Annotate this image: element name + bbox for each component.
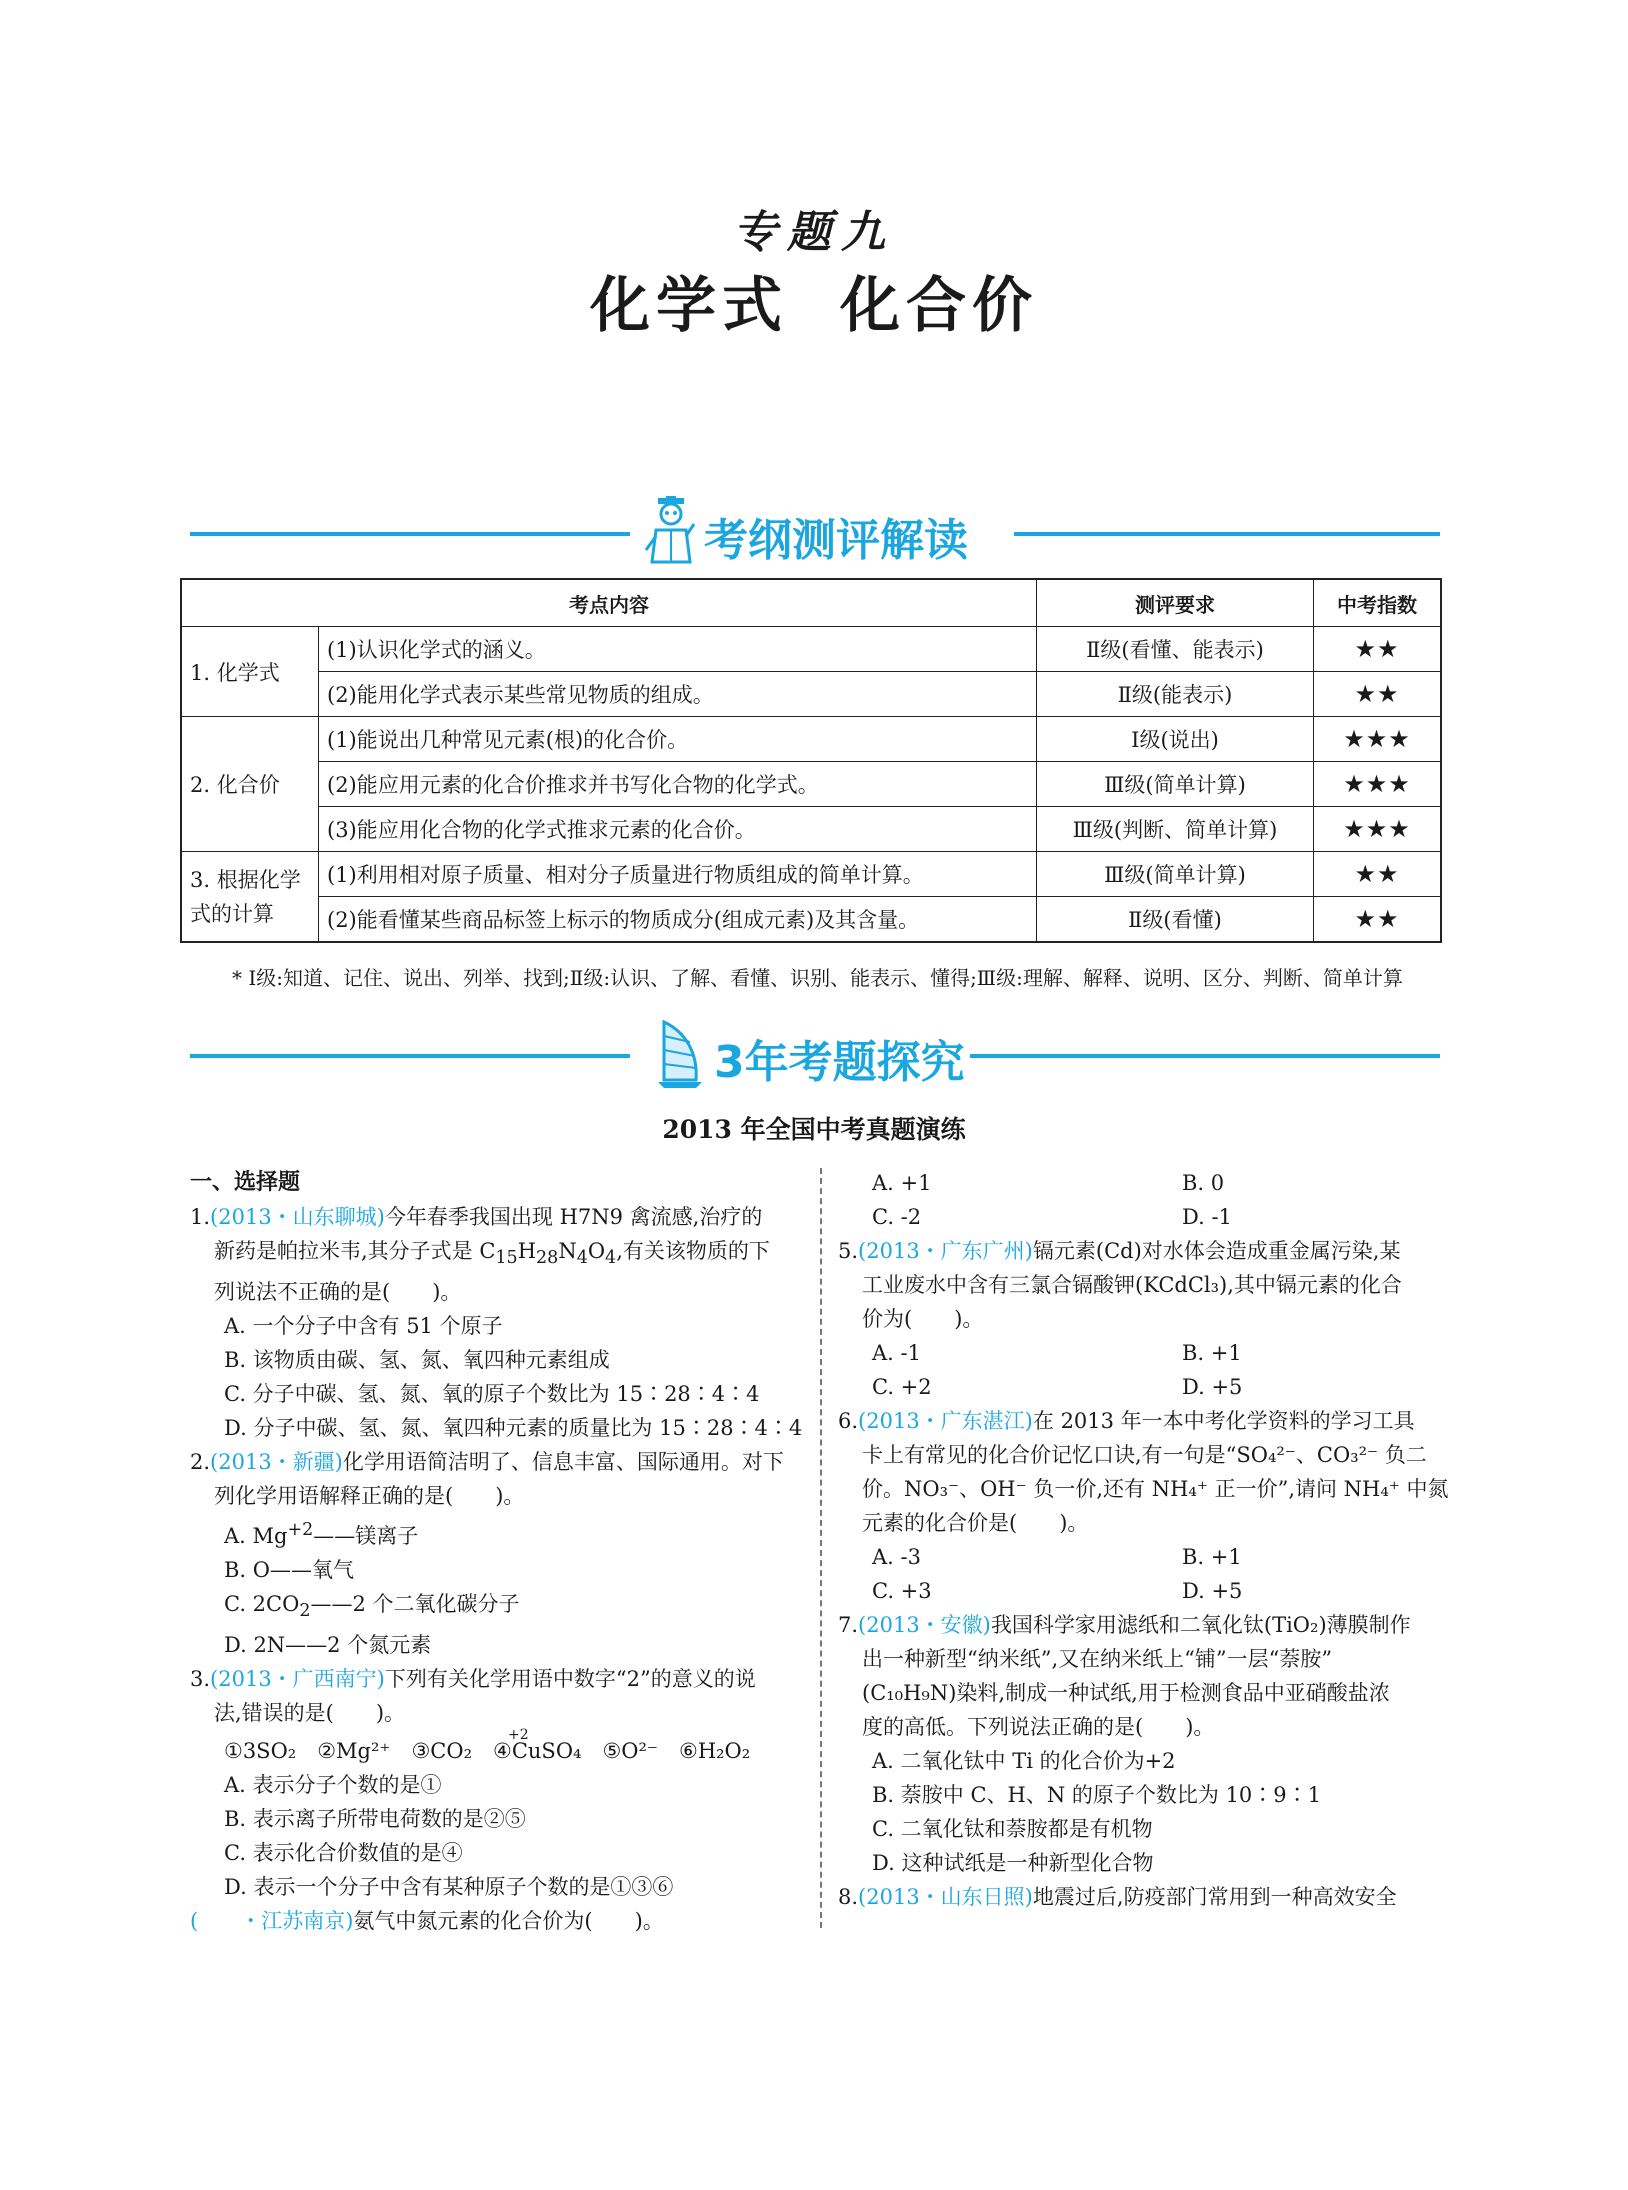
question-source: (2013・广东湛江) [858,1409,1033,1433]
question-3 [190,1662,810,1696]
question-text: 下列有关化学用语中数字“2”的意义的说 [384,1667,756,1692]
group-name: 2. 化合价 [181,717,319,852]
question-text: 工业废水中含有三氯合镉酸钾(KCdCl₃),其中镉元素的化合 [862,1273,1402,1297]
point-content: (2)能看懂某些商品标签上标示的物质成分(组成元素)及其含量。 [319,897,1037,943]
question-5 [838,1234,1458,1268]
formula-part: 新药是帕拉米韦,其分子式是 C [214,1239,496,1263]
question-source: (2013・山东聊城) [210,1205,385,1229]
question-number: 2. [190,1450,211,1475]
point-requirement: Ⅲ级(简单计算) [1037,852,1314,897]
question-text: 在 2013 年一本中考化学资料的学习工具 [1032,1409,1415,1433]
superscript: +2 [287,1520,314,1541]
question-source: (2013・广西南宁) [210,1667,385,1692]
option-row [838,1370,1458,1404]
question-number: 8. [838,1885,859,1909]
subscript: 4 [605,1248,617,1269]
header-requirement: 测评要求 [1037,579,1314,627]
question-text: 地震过后,防疫部门常用到一种高效安全 [1032,1885,1397,1909]
point-stars: ★★ [1314,852,1442,897]
question-text: 氨气中氮元素的化合价为( )。 [353,1909,664,1934]
point-content: (1)认识化学式的涵义。 [319,627,1037,672]
option-row [838,1166,1458,1200]
option-a: A. -3 [872,1545,921,1569]
banner-line-right [970,1054,1440,1058]
title-right: 化合价 [840,271,1038,341]
question-number: 6. [838,1409,859,1433]
question-text: 我国科学家用滤纸和二氧化钛(TiO₂)薄膜制作 [990,1613,1411,1637]
banner-line-right [1014,532,1440,536]
question-text: 价为( )。 [862,1307,984,1331]
table-row [181,897,1441,943]
option-a: A. 一个分子中含有 51 个原子 [224,1314,503,1339]
option-b: B. 该物质由碳、氢、氮、氧四种元素组成 [224,1348,610,1373]
group-name: 1. 化学式 [181,627,319,717]
table-row [181,807,1441,852]
option-b: B. +1 [1182,1341,1242,1365]
section-title: 一、选择题 [190,1170,301,1195]
formula-part: ,有关该物质的下 [616,1239,770,1263]
option-c [190,1587,810,1628]
question-4 [190,1904,810,1938]
point-requirement: Ⅲ级(简单计算) [1037,762,1314,807]
table-row [181,627,1441,672]
formula-part: O [587,1239,606,1263]
point-content: (2)能应用元素的化合价推求并书写化合物的化学式。 [319,762,1037,807]
point-stars: ★★★ [1314,807,1442,852]
option-b: B. 0 [1182,1171,1225,1195]
title-left: 化学式 [590,271,788,341]
column-divider [820,1168,822,1928]
option-row [838,1540,1458,1574]
option-d: D. 分子中碳、氢、氮、氧四种元素的质量比为 15∶28∶4∶4 [224,1416,803,1441]
option-b: B. 表示离子所带电荷数的是②⑤ [224,1807,526,1832]
option-c: C. 二氧化钛和萘胺都是有机物 [872,1817,1153,1841]
left-column [190,1166,810,1938]
question-6 [838,1404,1458,1438]
point-stars: ★★★ [1314,762,1442,807]
question-source: (2013・新疆) [210,1450,343,1475]
table-header-row [181,579,1441,627]
option-b: B. +1 [1182,1545,1242,1569]
option-row [838,1336,1458,1370]
subscript: 4 [576,1248,588,1269]
question-text: 镉元素(Cd)对水体会造成重金属污染,某 [1032,1239,1401,1263]
question-text: 度的高低。下列说法正确的是( )。 [862,1715,1215,1739]
question-source: (2013・广东广州) [858,1239,1033,1263]
group-name-line2: 式的计算 [190,901,274,926]
option-c: C. 分子中碳、氢、氮、氧的原子个数比为 15∶28∶4∶4 [224,1382,760,1407]
point-stars: ★★★ [1314,717,1442,762]
sail-icon [656,1018,704,1090]
formula-part: N [558,1239,577,1263]
option-d: D. 表示一个分子中含有某种原子个数的是①③⑥ [224,1875,674,1900]
point-requirement: Ⅲ级(判断、简单计算) [1037,807,1314,852]
point-requirement: Ⅰ级(说出) [1037,717,1314,762]
table-row [181,717,1441,762]
question-text [190,1234,810,1275]
question-text: 今年春季我国出现 H7N9 禽流感,治疗的 [384,1205,763,1229]
question-number: 3. [190,1667,211,1692]
topic-number: 专题九 [733,207,895,258]
banner-title-three-year: 3年考题探究 [714,1037,965,1088]
point-stars: ★★ [1314,897,1442,943]
point-content: (1)利用相对原子质量、相对分子质量进行物质组成的简单计算。 [319,852,1037,897]
question-7 [838,1608,1458,1642]
right-column [838,1166,1458,1914]
formula-part: H [517,1239,537,1263]
question-text: 化学用语简洁明了、信息丰富、国际通用。对下 [342,1450,784,1475]
option-row [838,1200,1458,1234]
question-text: 列化学用语解释正确的是( )。 [214,1484,525,1509]
banner-title-exam-outline: 考纲测评解读 [704,515,968,566]
point-content: (1)能说出几种常见元素(根)的化合价。 [319,717,1037,762]
option-a: A. 二氧化钛中 Ti 的化合价为+2 [872,1749,1176,1773]
option-c: C. +2 [872,1375,932,1399]
question-text: 法,错误的是( )。 [214,1701,406,1726]
option-c: C. 表示化合价数值的是④ [224,1841,463,1866]
option-b: B. 萘胺中 C、H、N 的原子个数比为 10∶9∶1 [872,1783,1322,1807]
option-a: A. +1 [872,1171,932,1195]
point-requirement: Ⅱ级(看懂、能表示) [1037,627,1314,672]
exam-heading: 2013 年全国中考真题演练 [662,1115,966,1144]
option-a: A. 表示分子个数的是① [224,1773,442,1798]
formula-items: ①3SO₂ ②Mg²⁺ ③CO₂ ④CuSO₄ ⑤O²⁻ ⑥H₂O₂ [224,1739,751,1764]
table-row [181,852,1441,897]
option-a [190,1513,810,1553]
formula-list [190,1727,810,1768]
question-2 [190,1445,810,1479]
banner-three-year [190,1016,1440,1096]
option-d: D. -1 [1182,1205,1232,1229]
option-c: C. +3 [872,1579,932,1603]
option-text: ——镁离子 [313,1524,419,1549]
option-d: D. 2N——2 个氮元素 [224,1633,432,1658]
question-text: 列说法不正确的是( )。 [214,1280,462,1305]
table-row [181,672,1441,717]
question-number: 1. [190,1205,211,1229]
header-index: 中考指数 [1314,579,1442,627]
option-d: D. +5 [1182,1375,1243,1399]
group-name [181,852,319,943]
question-1 [190,1200,810,1234]
subscript: 2 [299,1601,311,1622]
option-text: C. 2CO [224,1592,300,1617]
question-text: (C₁₀H₉N)染料,制成一种试纸,用于检测食品中亚硝酸盐浓 [862,1681,1390,1705]
point-requirement: Ⅱ级(看懂) [1037,897,1314,943]
banner-line-left [190,1054,630,1058]
point-content: (2)能用化学式表示某些常见物质的组成。 [319,672,1037,717]
question-8 [838,1880,1458,1914]
option-a: A. -1 [872,1341,921,1365]
question-source: (2013・山东日照) [858,1885,1033,1909]
question-source: ( ・江苏南京) [190,1909,354,1934]
option-d: D. 这种试纸是一种新型化合物 [872,1851,1154,1875]
option-row [838,1574,1458,1608]
option-c: C. -2 [872,1205,922,1229]
point-content: (3)能应用化合物的化学式推求元素的化合价。 [319,807,1037,852]
question-text: 出一种新型“纳米纸”,又在纳米纸上“铺”一层“萘胺” [862,1647,1333,1671]
banner-line-left [190,532,630,536]
scientist-mascot-icon [644,496,696,568]
question-number: 5. [838,1239,859,1263]
option-d: D. +5 [1182,1579,1243,1603]
exam-points-table [180,578,1442,943]
question-number: 7. [838,1613,859,1637]
question-source: (2013・安徽) [858,1613,991,1637]
option-b: B. O——氧气 [224,1558,354,1583]
subscript: 28 [536,1248,559,1269]
page-title [0,258,1628,344]
table-footnote: * Ⅰ级:知道、记住、说出、列举、找到;Ⅱ级:认识、了解、看懂、识别、能表示、懂得;Ⅲ级:理解、解释、说明、区分、判断、简单计算 [232,966,1403,990]
group-name-line1: 3. 根据化学 [190,867,301,892]
header-content: 考点内容 [181,579,1037,627]
banner-exam-outline [190,494,1440,574]
option-text: A. Mg [224,1524,288,1549]
table-row [181,762,1441,807]
point-stars: ★★ [1314,672,1442,717]
question-text: 元素的化合价是( )。 [862,1511,1089,1535]
point-requirement: Ⅱ级(能表示) [1037,672,1314,717]
question-text: 价。NO₃⁻、OH⁻ 负一价,还有 NH₄⁺ 正一价”,请问 NH₄⁺ 中氮 [862,1477,1449,1501]
point-stars: ★★ [1314,627,1442,672]
valence-mark: +2 [508,1727,529,1744]
option-text: ——2 个二氧化碳分子 [310,1592,520,1617]
subscript: 15 [495,1248,518,1269]
question-text: 卡上有常见的化合价记忆口诀,有一句是“SO₄²⁻、CO₃²⁻ 负二 [862,1443,1427,1467]
